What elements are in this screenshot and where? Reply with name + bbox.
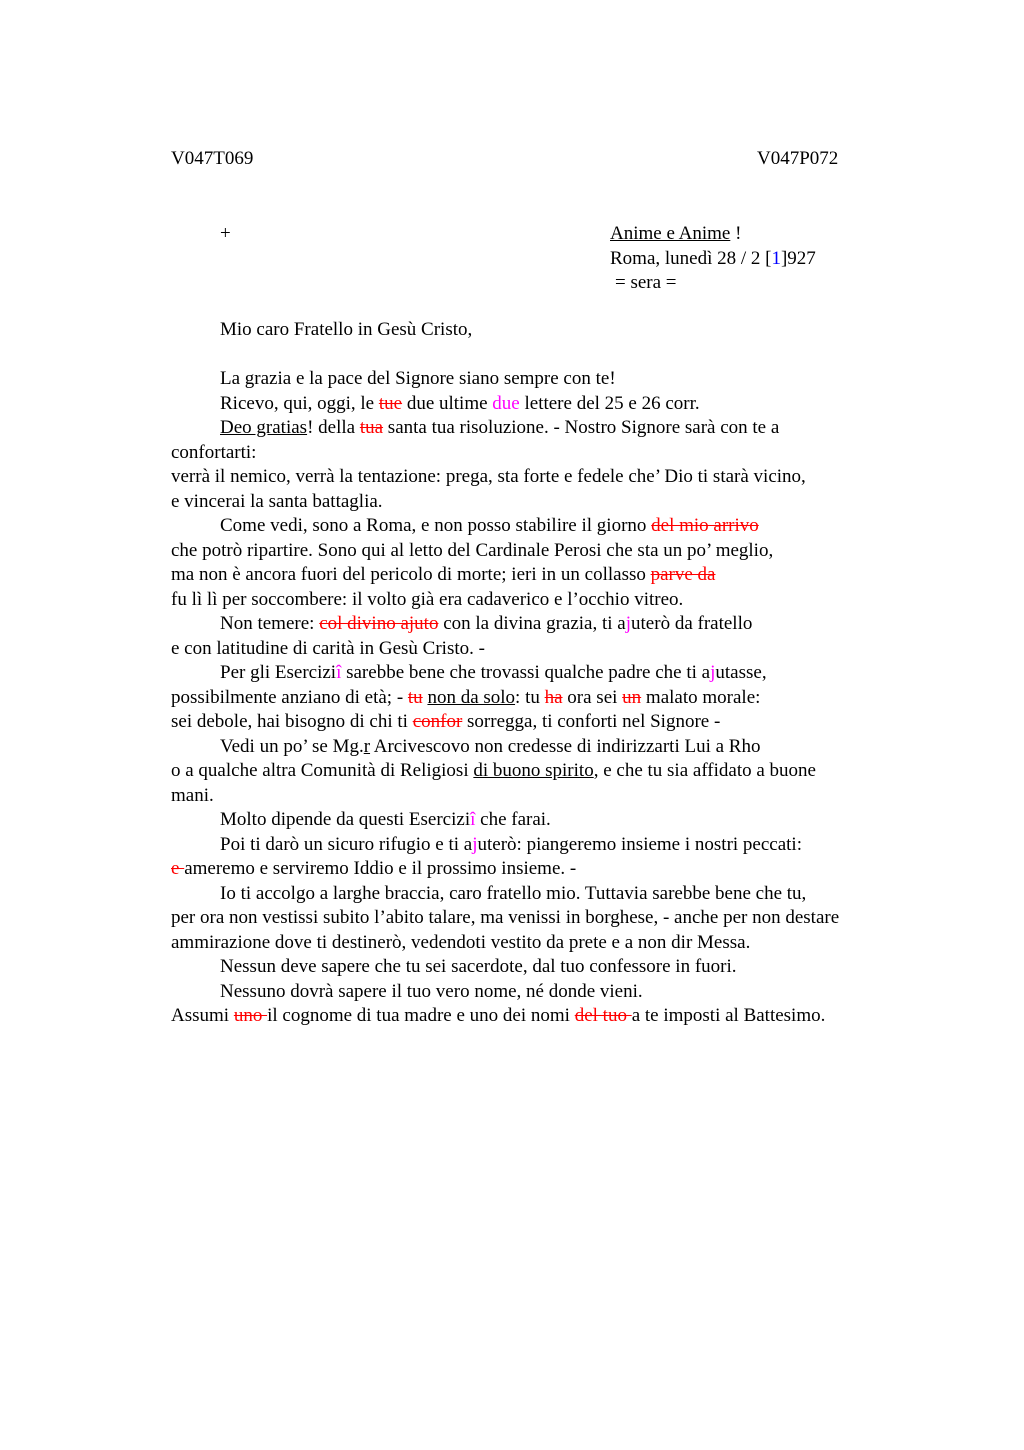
text-line: e ameremo e serviremo Iddio e il prossimo insieme. - xyxy=(171,858,577,879)
text-line: e con latitudine di carità in Gesù Cristo. - xyxy=(171,637,485,659)
text-line: Deo gratias! della tua santa tua risoluzione. - Nostro Signore sarà con te a xyxy=(220,417,780,438)
deleted-text: ha xyxy=(544,686,563,708)
inserted-text: j xyxy=(710,662,716,683)
deleted-text: del mio arrivo xyxy=(651,515,759,536)
inserted-text: î xyxy=(336,662,342,683)
text-line: ammirazione dove ti destinerò, vedendoti vestito da prete e a non dir Messa. xyxy=(171,931,751,953)
deleted-text: uno xyxy=(233,1005,268,1026)
text-line: per ora non vestissi subito l’abito talare, ma venissi in borghese, - anche per non destare xyxy=(171,907,840,928)
blank-line xyxy=(171,343,931,368)
deleted-text: tua xyxy=(359,417,384,438)
text-line: Nessun deve sapere che tu sei sacerdote, dal tuo confessore in fuori. xyxy=(220,956,737,977)
letter-body xyxy=(171,318,931,1029)
motto-line: Anime e Anime ! xyxy=(610,223,742,244)
cross-mark: + xyxy=(220,223,231,244)
letter-header xyxy=(610,222,816,296)
text-line: Molto dipende da questi Eserciziî che farai. xyxy=(220,809,551,830)
underlined-text: di buono spirito xyxy=(473,760,594,781)
place-date-line: Roma, lunedì 28 / 2 [1]927 xyxy=(610,247,816,269)
deleted-text: col divino ajuto xyxy=(319,613,439,634)
underlined-text: non da solo xyxy=(427,686,516,708)
text-line: sei debole, hai bisogno di chi ti confor sorregga, ti conforti nel Signore - xyxy=(171,711,721,732)
text-line: possibilmente anziano di età; - tu non da solo: tu ha ora sei un malato morale: xyxy=(171,686,761,708)
deleted-text: tu xyxy=(407,686,423,708)
deleted-text: parve da xyxy=(650,564,716,585)
text-line: Assumi uno il cognome di tua madre e uno dei nomi del tuo a te imposti al Battesimo. xyxy=(171,1005,826,1026)
text-line: Ricevo, qui, oggi, le tue due ultime due lettere del 25 e 26 corr. xyxy=(220,392,700,414)
text-line: La grazia e la pace del Signore siano sempre con te! xyxy=(220,368,616,389)
text-line: verrà il nemico, verrà la tentazione: prega, sta forte e fedele che’ Dio ti starà vicino, xyxy=(171,466,806,487)
text-line: Come vedi, sono a Roma, e non posso stabilire il giorno del mio arrivo xyxy=(220,515,759,536)
deleted-text: e xyxy=(171,858,185,879)
deleted-text: un xyxy=(622,686,642,708)
salutation: Mio caro Fratello in Gesù Cristo, xyxy=(220,319,473,340)
text-line: mani. xyxy=(171,784,214,806)
text-line: Nessuno dovrà sapere il tuo vero nome, né donde vieni. xyxy=(220,980,643,1002)
text-line: che potrò ripartire. Sono qui al letto del Cardinale Perosi che sta un po’ meglio, xyxy=(171,539,774,561)
deleted-text: tue xyxy=(378,392,403,414)
text-line: confortarti: xyxy=(171,441,257,463)
document-code-right: V047P072 xyxy=(757,148,839,169)
text-line: fu lì lì per soccombere: il volto già era cadaverico e l’occhio vitreo. xyxy=(171,588,684,610)
inserted-text: î xyxy=(470,809,476,830)
text-line: Vedi un po’ se Mg.r Arcivescovo non credesse di indirizzarti Lui a Rho xyxy=(220,735,761,757)
inserted-text: due xyxy=(492,392,520,414)
text-line: Non temere: col divino ajuto con la divina grazia, ti ajuterò da fratello xyxy=(220,613,753,634)
text-line: Poi ti darò un sicuro rifugio e ti ajuterò: piangeremo insieme i nostri peccati: xyxy=(220,833,802,855)
inserted-text: j xyxy=(625,613,632,634)
text-line: Per gli Eserciziî sarebbe bene che trovassi qualche padre che ti ajutasse, xyxy=(220,662,767,683)
sera-line: = sera = xyxy=(615,272,677,293)
document-code-left: V047T069 xyxy=(171,148,254,169)
editorial-year-digit: 1 xyxy=(771,247,781,269)
motto: Anime e Anime xyxy=(610,223,731,244)
text-line: Io ti accolgo a larghe braccia, caro fratello mio. Tuttavia sarebbe bene che tu, xyxy=(220,882,807,904)
deleted-text: confor xyxy=(412,711,463,732)
text-line: o a qualche altra Comunità di Religiosi di buono spirito, e che tu sia affidato a buone xyxy=(171,760,816,781)
underlined-text: Deo gratias xyxy=(220,417,308,438)
deleted-text: del tuo xyxy=(574,1005,632,1026)
underlined-text: r xyxy=(363,735,371,757)
text-line: e vincerai la santa battaglia. xyxy=(171,490,383,512)
inserted-text: j xyxy=(472,833,478,855)
text-line: ma non è ancora fuori del pericolo di morte; ieri in un collasso parve da xyxy=(171,564,716,585)
